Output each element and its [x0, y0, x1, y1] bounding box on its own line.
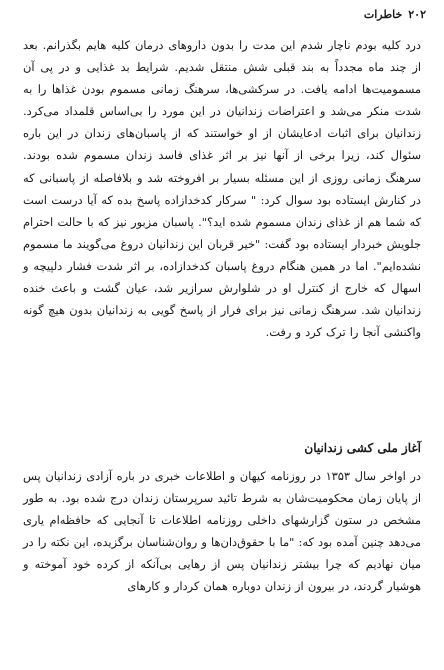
paragraph: درد کلیه بودم ناچار شدم این مدت را بدون داروهای درمان کلیه هایم بگذرانم. بعد از چند ماه مجدداً به بند قبلی شش منتقل شدیم. شرایط بد غذایی و در پی آن مسمومیت‌ها ادامه یافت. در سرکشی‌ها، سرهنگ زمانی مسموم بودن غذاها را به شدت منکر می‌شد و اعتراضات زندانیان در این مورد را بی‌اساس قلمداد می‌کرد. زندانیان برای اثبات ادعایشان از او خواستند که از پاسبان‌های زندان در این باره سئوال کند، زیرا برخی از آنها نیز بر اثر غذای فاسد زندان مسموم شده بودند. سرهنگ زمانی روزی از این مسئله بسیار بر افروخته شد و بلافاصله از پاسبانی که در کنارش ایستاده بود سوال کرد: " سرکار کدخدازاده پاسخ بده که آیا درست است که شما هم از غذای زندان مسموم شده اید؟". پاسبان مزبور نیز که با حالت احترام جلویش خبردار ایستاده بود گفت: "خیر قربان این زندانیان دروغ می‌گویند ما مسموم نشده‌ایم". اما در همین هنگام دروغ پاسبان کدخدازاده، بر اثر شدت فشار دلپیچه و اسهال که خارج از کنترل او در شلوارش سرازیر شد، عیان گشت و باعث خنده زندانیان شد. سرهنگ زمانی نیز برای فرار از پاسخ گویی به زندانیان بدون هیچ گونه واکنشی آنجا را ترک کرد و رفت. [23, 38, 421, 340]
section-body [23, 465, 421, 598]
running-header [364, 8, 426, 21]
section-heading: آغاز ملی کشی زندانیان [304, 441, 421, 455]
body-text [23, 34, 421, 343]
page-number: ۲۰۲ [408, 8, 426, 21]
running-title: خاطرات [363, 8, 403, 21]
paragraph: در اواخر سال ۱۳۵۳ در روزنامه کیهان و اطلاعات خبری در باره آزادی زندانیان پس از پایان زمان محکومیت‌شان به شرط تائید سرپرستان زندان درج شده بود. به طور مشخص در ستون گزارشهای داخلی روزنامه اطلاعات تا آنجایی که حافظه‌ام یاری می‌دهد چنین آمده بود که: "ما با حقوق‌دان‌ها و روان‌شناسان برگزیده، این نکته را در میان نهادیم که چرا بیشتر زندانیان پس از رهایی بی‌آنکه از کرده خود آموخته و هوشیار گردند، در بیرون از زندان دوباره همان کردار و کارهای [23, 469, 421, 594]
